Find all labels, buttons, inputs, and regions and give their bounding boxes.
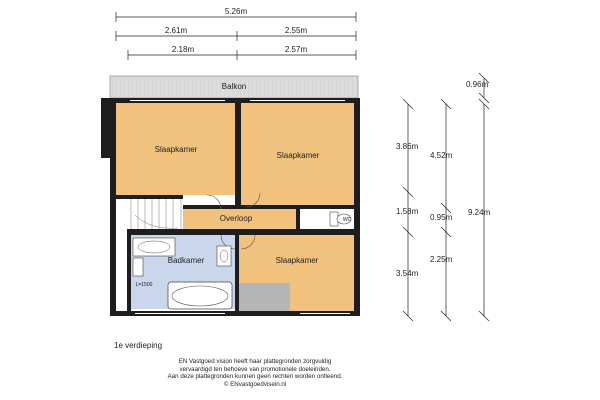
- dimension-lines-right: [403, 73, 489, 321]
- dim-inner-left: 2.18m: [171, 45, 195, 54]
- bedroom-2-label: Slaapkamer: [276, 151, 320, 160]
- washbasin-icon: [133, 238, 175, 256]
- landing-label: Overloop: [219, 214, 253, 223]
- grey-area: [239, 283, 290, 311]
- dim-width-left: 2.61m: [164, 26, 188, 35]
- dim-inner-right: 2.57m: [284, 45, 308, 54]
- disclaimer-line: Aan deze plattegronden kunnen geen rechten worden ontleend.: [167, 373, 343, 381]
- bathtub-icon: [168, 282, 232, 309]
- dim-height-bottom: 3.54m: [396, 269, 419, 278]
- disclaimer-line: © ENvastgoedvisein.nl: [223, 380, 287, 388]
- disclaimer-line: vervaardigd ten behoeve van promotionele doeleinden.: [179, 365, 331, 373]
- bath-note: L=1500: [135, 282, 153, 288]
- dim-total-width: 5.26m: [224, 7, 248, 16]
- dim-balcony-depth: 0.96m: [466, 80, 489, 89]
- floor-label: 1e verdieping: [114, 341, 163, 350]
- shower-tray-icon: [133, 258, 143, 276]
- balcony-label: Balkon: [221, 82, 247, 91]
- disclaimer: [120, 358, 390, 388]
- staircase: [131, 198, 181, 233]
- bedroom-1-label: Slaapkamer: [154, 145, 198, 154]
- bathroom-label: Badkamer: [167, 256, 205, 265]
- dim-total-height: 9.24m: [468, 208, 491, 217]
- dim-width-right: 2.55m: [284, 26, 308, 35]
- bedroom-3-lower: [290, 283, 354, 311]
- dim-height-top-2: 4.52m: [430, 151, 453, 160]
- dimension-lines-top: [116, 12, 356, 60]
- dim-height-mid: 1.58m: [396, 207, 419, 216]
- disclaimer-line: EN Vastgoed vision heeft haar plattegronden zorgvuldig: [178, 358, 332, 365]
- bedroom-3-label: Slaapkamer: [275, 256, 319, 265]
- sink-icon: [217, 246, 231, 266]
- dim-height-top: 3.86m: [396, 142, 419, 151]
- dim-height-mid-2: 0.95m: [430, 213, 453, 222]
- dim-height-bottom-2: 2.25m: [430, 255, 453, 264]
- wc-label: WC: [342, 217, 352, 223]
